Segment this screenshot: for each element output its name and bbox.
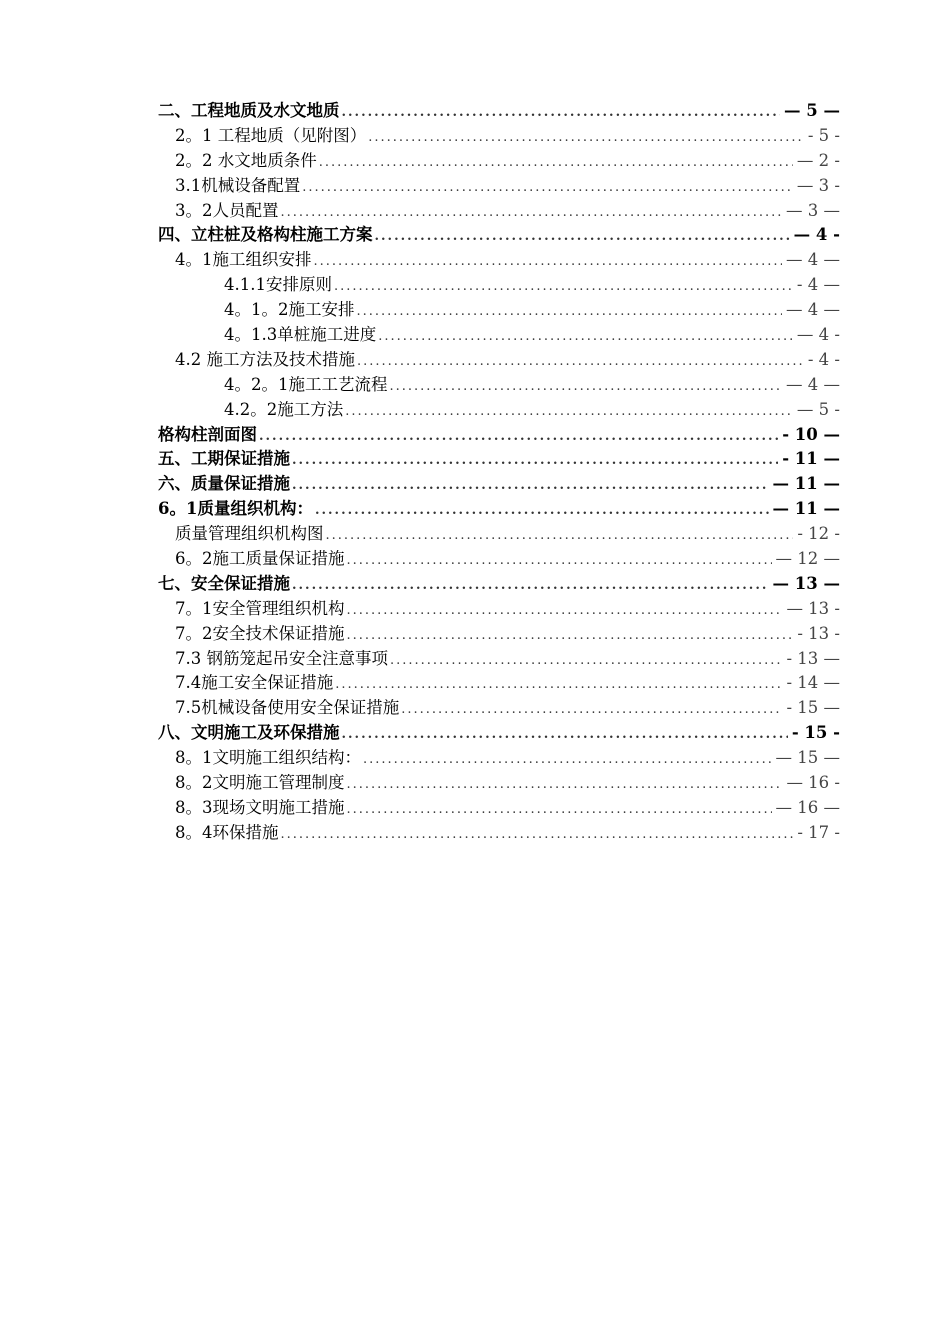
toc-dot-leader	[326, 524, 794, 549]
toc-entry-label: 7。1安全管理组织机构	[175, 598, 345, 618]
toc-dot-leader	[342, 723, 788, 748]
toc-entry[interactable]	[158, 348, 840, 373]
toc-entry-page-number: — 3 -	[796, 175, 840, 195]
toc-entry[interactable]	[158, 298, 840, 323]
toc-dot-leader	[292, 449, 778, 474]
toc-entry[interactable]	[158, 671, 840, 696]
toc-entry-label: 8。3现场文明施工措施	[175, 797, 345, 817]
toc-entry[interactable]	[158, 721, 840, 746]
toc-entry-label: 4.2。2施工方法	[224, 399, 344, 419]
toc-entry-label: 4。1施工组织安排	[175, 250, 312, 270]
toc-entry[interactable]	[158, 597, 840, 622]
toc-entry-label: 3。2人员配置	[175, 200, 279, 220]
toc-entry-label: 4。1。2施工安排	[224, 300, 355, 320]
toc-entry[interactable]	[158, 223, 840, 248]
toc-entry-page-number: - 5 -	[807, 125, 840, 145]
toc-entry-page-number: - 13 —	[786, 648, 840, 668]
toc-entry[interactable]	[158, 746, 840, 771]
toc-dot-leader	[347, 624, 794, 649]
toc-entry-label: 五、工期保证措施	[158, 449, 290, 469]
toc-dot-leader	[314, 250, 783, 275]
toc-entry-page-number: — 2 -	[796, 150, 840, 170]
toc-dot-leader	[368, 126, 804, 151]
toc-entry-label: 3.1机械设备配置	[175, 175, 301, 195]
toc-dot-leader	[319, 151, 793, 176]
toc-entry-page-number: - 15 -	[791, 723, 840, 743]
toc-entry[interactable]	[158, 696, 840, 721]
toc-dot-leader	[259, 425, 778, 450]
toc-entry-page-number: - 4 —	[796, 275, 840, 295]
toc-dot-leader	[302, 176, 793, 201]
toc-entry-page-number: — 4 —	[786, 374, 840, 394]
toc-entry-label: 七、安全保证措施	[158, 573, 290, 593]
toc-entry-page-number: — 4 -	[793, 225, 840, 245]
toc-dot-leader	[347, 599, 783, 624]
toc-entry-label: 六、质量保证措施	[158, 474, 290, 494]
toc-entry[interactable]	[158, 522, 840, 547]
toc-entry[interactable]	[158, 472, 840, 497]
toc-entry-page-number: — 5 -	[796, 399, 840, 419]
toc-entry-label: 7.3 钢筋笼起吊安全注意事项	[175, 648, 388, 668]
toc-entry-page-number: — 12 —	[775, 549, 840, 569]
toc-dot-leader	[292, 574, 769, 599]
toc-entry-label: 4.2 施工方法及技术措施	[175, 349, 355, 369]
toc-dot-leader	[378, 325, 793, 350]
toc-entry-page-number: — 5 —	[784, 101, 840, 120]
toc-entry-label: 质量管理组织机构图	[175, 524, 324, 544]
table-of-contents	[158, 99, 840, 846]
toc-dot-leader	[345, 400, 793, 425]
toc-entry[interactable]	[158, 796, 840, 821]
toc-entry-label: 2。1 工程地质（见附图）	[175, 125, 367, 145]
toc-entry-label: 8。2文明施工管理制度	[175, 773, 345, 793]
toc-entry-label: 2。2 水文地质条件	[175, 150, 317, 170]
toc-dot-leader	[315, 499, 769, 524]
toc-entry[interactable]	[158, 273, 840, 298]
toc-entry-label: 7.4施工安全保证措施	[175, 673, 334, 693]
toc-entry[interactable]	[158, 199, 840, 224]
toc-entry[interactable]	[158, 323, 840, 348]
toc-entry-label: 八、文明施工及环保措施	[158, 723, 340, 743]
toc-entry[interactable]	[158, 149, 840, 174]
toc-entry[interactable]	[158, 647, 840, 672]
toc-dot-leader	[375, 225, 790, 250]
toc-entry-page-number: - 10 —	[782, 424, 840, 444]
toc-entry[interactable]	[158, 174, 840, 199]
toc-entry[interactable]	[158, 248, 840, 273]
toc-entry[interactable]	[158, 821, 840, 846]
toc-entry-page-number: - 14 —	[786, 673, 840, 693]
toc-dot-leader	[334, 275, 793, 300]
toc-dot-leader	[335, 673, 782, 698]
toc-entry-page-number: - 12 -	[797, 524, 840, 544]
toc-entry[interactable]	[158, 99, 840, 124]
toc-entry-label: 4。2。1施工工艺流程	[224, 374, 388, 394]
toc-entry-label: 4.1.1安排原则	[224, 275, 332, 295]
toc-entry-page-number: — 15 —	[775, 748, 840, 768]
toc-entry-page-number: — 13 —	[772, 573, 840, 593]
toc-entry-page-number: — 13 -	[786, 598, 840, 618]
toc-entry-page-number: - 4 -	[807, 349, 840, 369]
toc-entry-page-number: — 11 —	[772, 474, 840, 494]
toc-dot-leader	[347, 773, 783, 798]
toc-dot-leader	[401, 698, 782, 723]
toc-entry-page-number: — 4 —	[786, 250, 840, 270]
toc-entry-page-number: — 3 —	[786, 200, 840, 220]
toc-entry[interactable]	[158, 373, 840, 398]
toc-entry[interactable]	[158, 447, 840, 472]
toc-entry-page-number: - 11 —	[782, 449, 840, 469]
toc-dot-leader	[347, 549, 772, 574]
toc-dot-leader	[390, 375, 783, 400]
toc-entry-label: 8。1文明施工组织结构：	[175, 748, 361, 768]
toc-entry-label: 7.5机械设备使用安全保证措施	[175, 698, 400, 718]
toc-entry[interactable]	[158, 398, 840, 423]
toc-entry[interactable]	[158, 547, 840, 572]
toc-entry-label: 6。1质量组织机构：	[158, 499, 313, 519]
toc-entry[interactable]	[158, 423, 840, 448]
toc-entry[interactable]	[158, 497, 840, 522]
toc-dot-leader	[357, 350, 804, 375]
toc-entry-page-number: — 16 —	[775, 797, 840, 817]
toc-entry-page-number: - 15 —	[786, 698, 840, 718]
toc-dot-leader	[292, 474, 769, 499]
toc-entry-page-number: — 16 -	[786, 773, 840, 793]
toc-entry-label: 6。2施工质量保证措施	[175, 549, 345, 569]
toc-dot-leader	[281, 823, 794, 848]
toc-entry[interactable]	[158, 572, 840, 597]
toc-entry-page-number: — 11 —	[772, 499, 840, 519]
toc-entry-page-number: - 13 -	[797, 623, 840, 643]
toc-entry-label: 二、工程地质及水文地质	[158, 101, 340, 120]
toc-entry-page-number: — 4 -	[796, 325, 840, 345]
toc-entry-label: 四、立柱桩及格构柱施工方案	[158, 225, 373, 245]
toc-entry[interactable]	[158, 771, 840, 796]
toc-dot-leader	[281, 201, 783, 226]
toc-dot-leader	[357, 300, 783, 325]
toc-entry-label: 4。1.3单桩施工进度	[224, 325, 377, 345]
toc-entry-label: 格构柱剖面图	[158, 424, 257, 444]
toc-entry-page-number: — 4 —	[786, 300, 840, 320]
toc-entry[interactable]	[158, 124, 840, 149]
toc-dot-leader	[363, 748, 772, 773]
toc-entry-label: 8。4环保措施	[175, 822, 279, 842]
toc-dot-leader	[390, 649, 782, 674]
toc-entry-page-number: - 17 -	[797, 822, 840, 842]
toc-entry[interactable]	[158, 622, 840, 647]
toc-dot-leader	[342, 101, 781, 126]
toc-dot-leader	[347, 798, 772, 823]
toc-entry-label: 7。2安全技术保证措施	[175, 623, 345, 643]
